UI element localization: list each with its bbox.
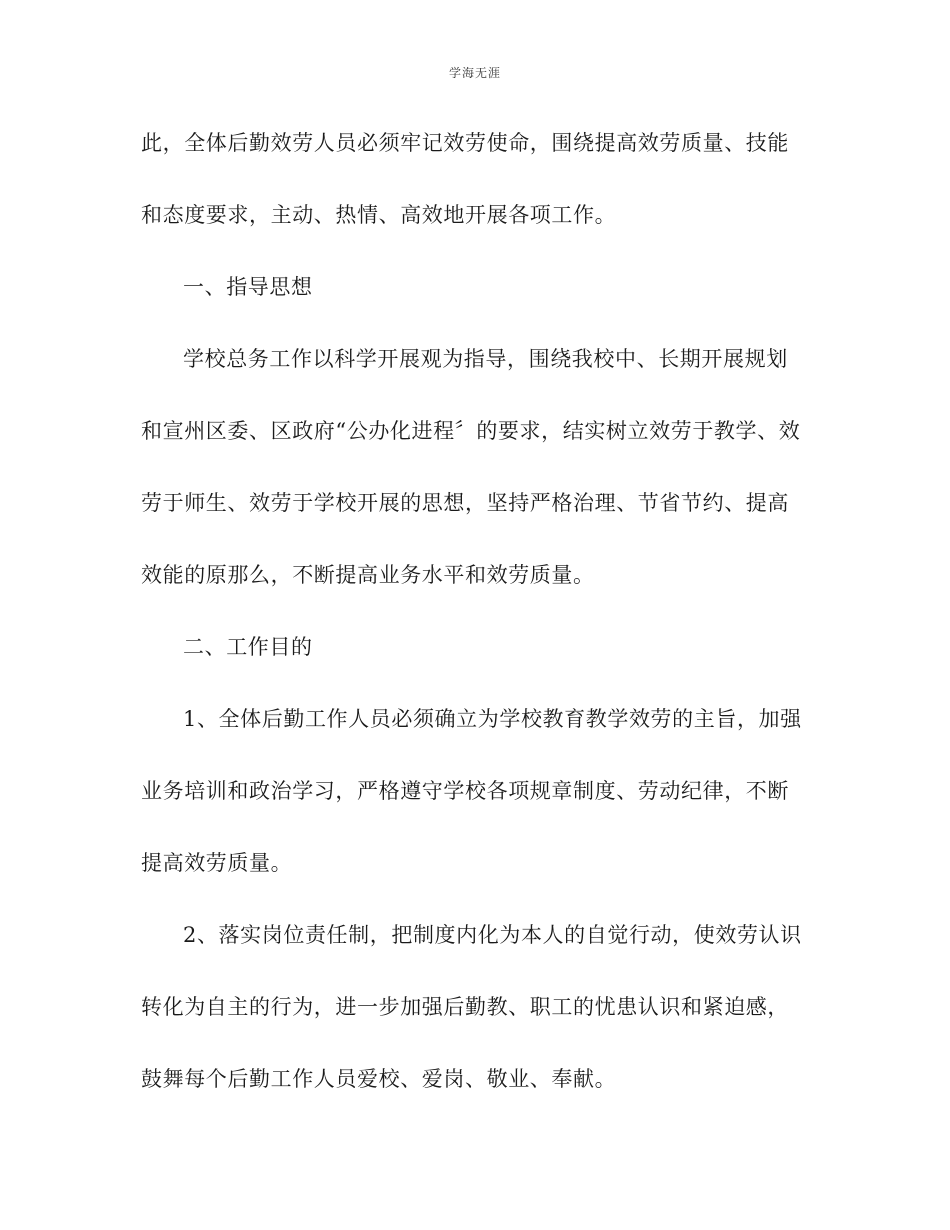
text-line: 效能的原那么，不断提高业务水平和效劳质量。 (141, 563, 595, 587)
text-line: 此，全体后勤效劳人员必须牢记效劳使命，围绕提高效劳质量、技能 (141, 131, 789, 155)
list-item-start: 2、落实岗位责任制，把制度内化为本人的自觉行动，使效劳认识 (183, 923, 802, 947)
text-line: 转化为自主的行为，进一步加强后勤教、职工的忧患认识和紧迫感， (141, 995, 789, 1019)
text-line: 和宣州区委、区政府“公办化进程〞的要求，结实树立效劳于教学、效 (141, 419, 801, 443)
text-line: 和态度要求，主动、热情、高效地开展各项工作。 (141, 203, 617, 227)
page-header: 学海无涯 (448, 66, 501, 80)
text-line: 业务培训和政治学习，严格遵守学校各项规章制度、劳动纪律，不断 (141, 779, 789, 803)
document-body (141, 121, 813, 1129)
text-line: 提高效劳质量。 (141, 851, 293, 875)
text-line: 劳于师生、效劳于学校开展的思想，坚持严格治理、节省节约、提高 (141, 491, 789, 515)
section-heading: 一、指导思想 (183, 275, 313, 299)
text-line: 鼓舞每个后勤工作人员爱校、爱岗、敬业、奉献。 (141, 1067, 617, 1091)
paragraph-start: 学校总务工作以科学开展观为指导，围绕我校中、长期开展规划 (183, 347, 788, 371)
list-item-start: 1、全体后勤工作人员必须确立为学校教育教学效劳的主旨，加强 (183, 707, 802, 731)
section-heading: 二、工作目的 (183, 635, 313, 659)
